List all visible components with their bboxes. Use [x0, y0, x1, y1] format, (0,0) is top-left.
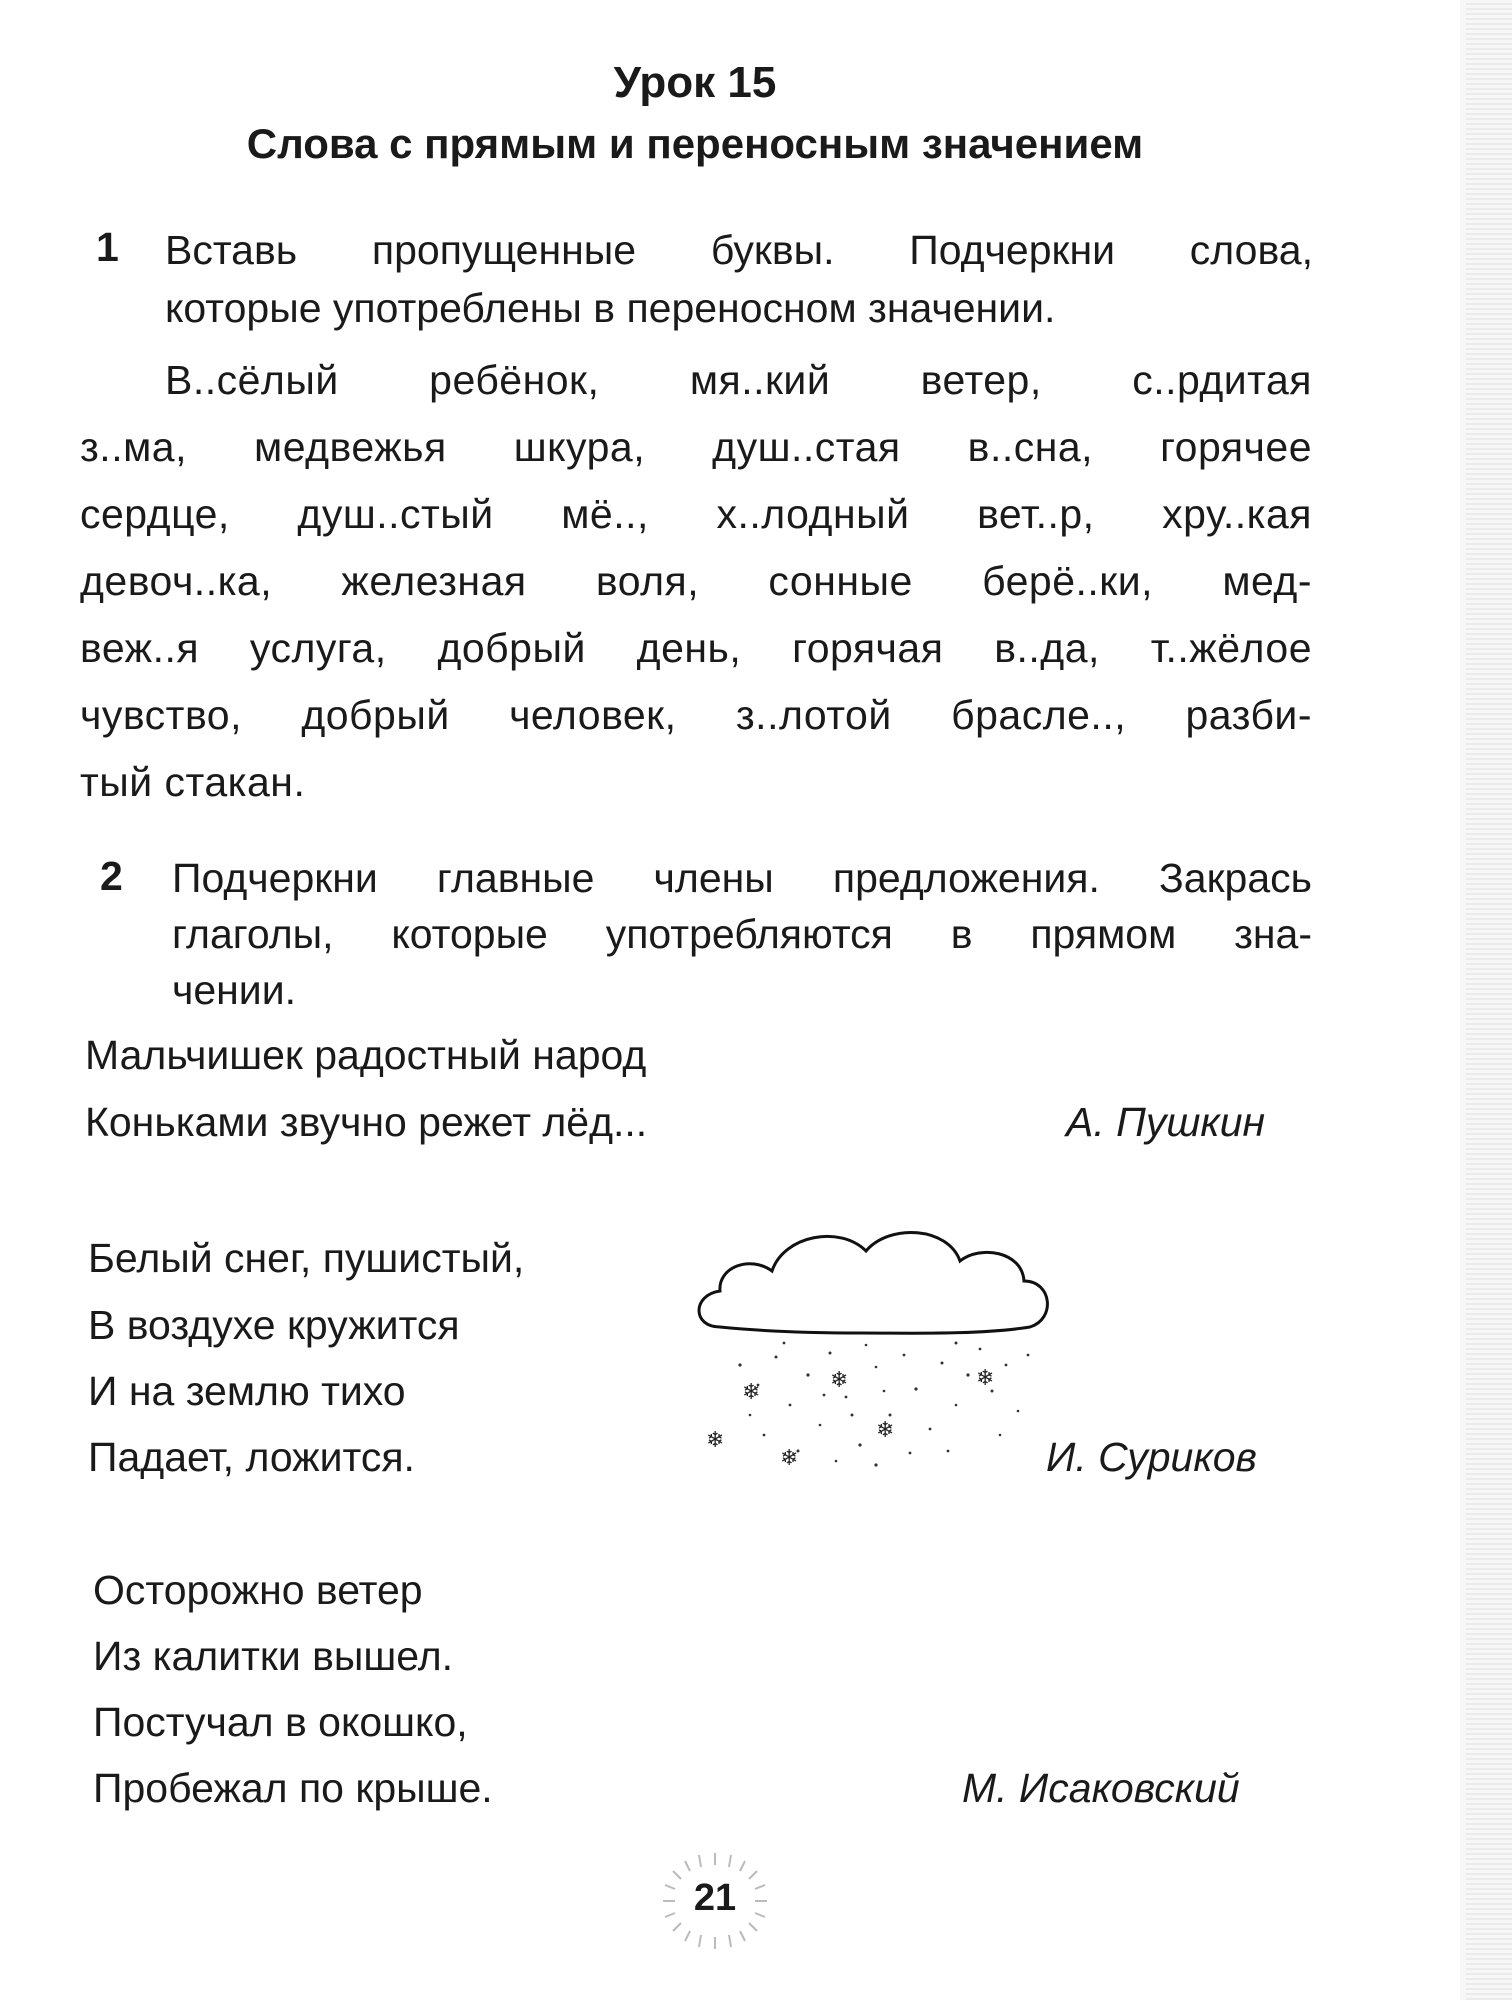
page-edge-shadow	[1460, 0, 1466, 2000]
task-1-instruction-line-2: которые употреблены в переносном значении.	[165, 285, 1056, 331]
task-2-instruction-line-1: Подчеркни главные члены предложения. Закрась	[172, 855, 1312, 901]
exercise-line-3: сердце, душ..стый мё.., х..лодный вет..р, хру..кая	[80, 491, 1312, 537]
page-number: 21	[693, 1877, 737, 1919]
snow-cloud-icon	[680, 1215, 1080, 1495]
poem-1-line-2: Коньками звучно режет лёд...	[85, 1099, 648, 1145]
page-edge-texture	[1466, 0, 1512, 2000]
task-1-number: 1	[96, 224, 119, 270]
task-1-instruction-line-1: Вставь пропущенные буквы. Подчеркни слова,	[165, 227, 1313, 273]
poem-2-author: И. Суриков	[1046, 1434, 1257, 1480]
svg-text:❄: ❄	[742, 1380, 761, 1405]
task-2-instruction-line-3: чении.	[172, 967, 297, 1013]
svg-text:❄: ❄	[876, 1418, 895, 1443]
poem-1-author: А. Пушкин	[1066, 1099, 1266, 1145]
poem-2-line-4: Падает, ложится.	[88, 1434, 415, 1480]
task-2-number: 2	[100, 853, 123, 899]
exercise-line-2: з..ма, медвежья шкура, душ..стая в..сна, горячее	[80, 424, 1312, 470]
poem-2-line-2: В воздухе кружится	[88, 1302, 460, 1348]
poem-1-line-1: Мальчишек радостный народ	[85, 1032, 647, 1078]
poem-2-line-1: Белый снег, пушистый,	[88, 1235, 525, 1281]
lesson-number: Урок 15	[613, 58, 777, 107]
exercise-line-5: веж..я услуга, добрый день, горячая в..да, т..жёлое	[80, 625, 1312, 671]
poem-3-line-3: Постучал в окошко,	[93, 1699, 468, 1745]
svg-text:❄: ❄	[830, 1368, 849, 1393]
poem-3-line-1: Осторожно ветер	[93, 1567, 423, 1613]
exercise-line-1: В..сёлый ребёнок, мя..кий ветер, с..рдитая	[165, 357, 1312, 403]
svg-text:❄: ❄	[780, 1446, 799, 1471]
exercise-line-6: чувство, добрый человек, з..лотой брасле.., разби-	[80, 692, 1312, 738]
poem-3-line-4: Пробежал по крыше.	[93, 1765, 493, 1811]
poem-3-author: М. Исаковский	[962, 1765, 1240, 1811]
svg-text:❄: ❄	[976, 1366, 995, 1391]
poem-3-line-2: Из калитки вышел.	[93, 1633, 454, 1679]
poem-2-line-3: И на землю тихо	[88, 1368, 406, 1414]
exercise-line-4: девоч..ка, железная воля, сонные берё..ки, мед-	[80, 558, 1312, 604]
exercise-line-7: тый стакан.	[80, 759, 306, 805]
task-2-instruction-line-2: глаголы, которые употребляются в прямом зна-	[172, 911, 1312, 957]
svg-text:❄: ❄	[706, 1428, 725, 1453]
lesson-title: Слова с прямым и переносным значением	[246, 120, 1144, 167]
